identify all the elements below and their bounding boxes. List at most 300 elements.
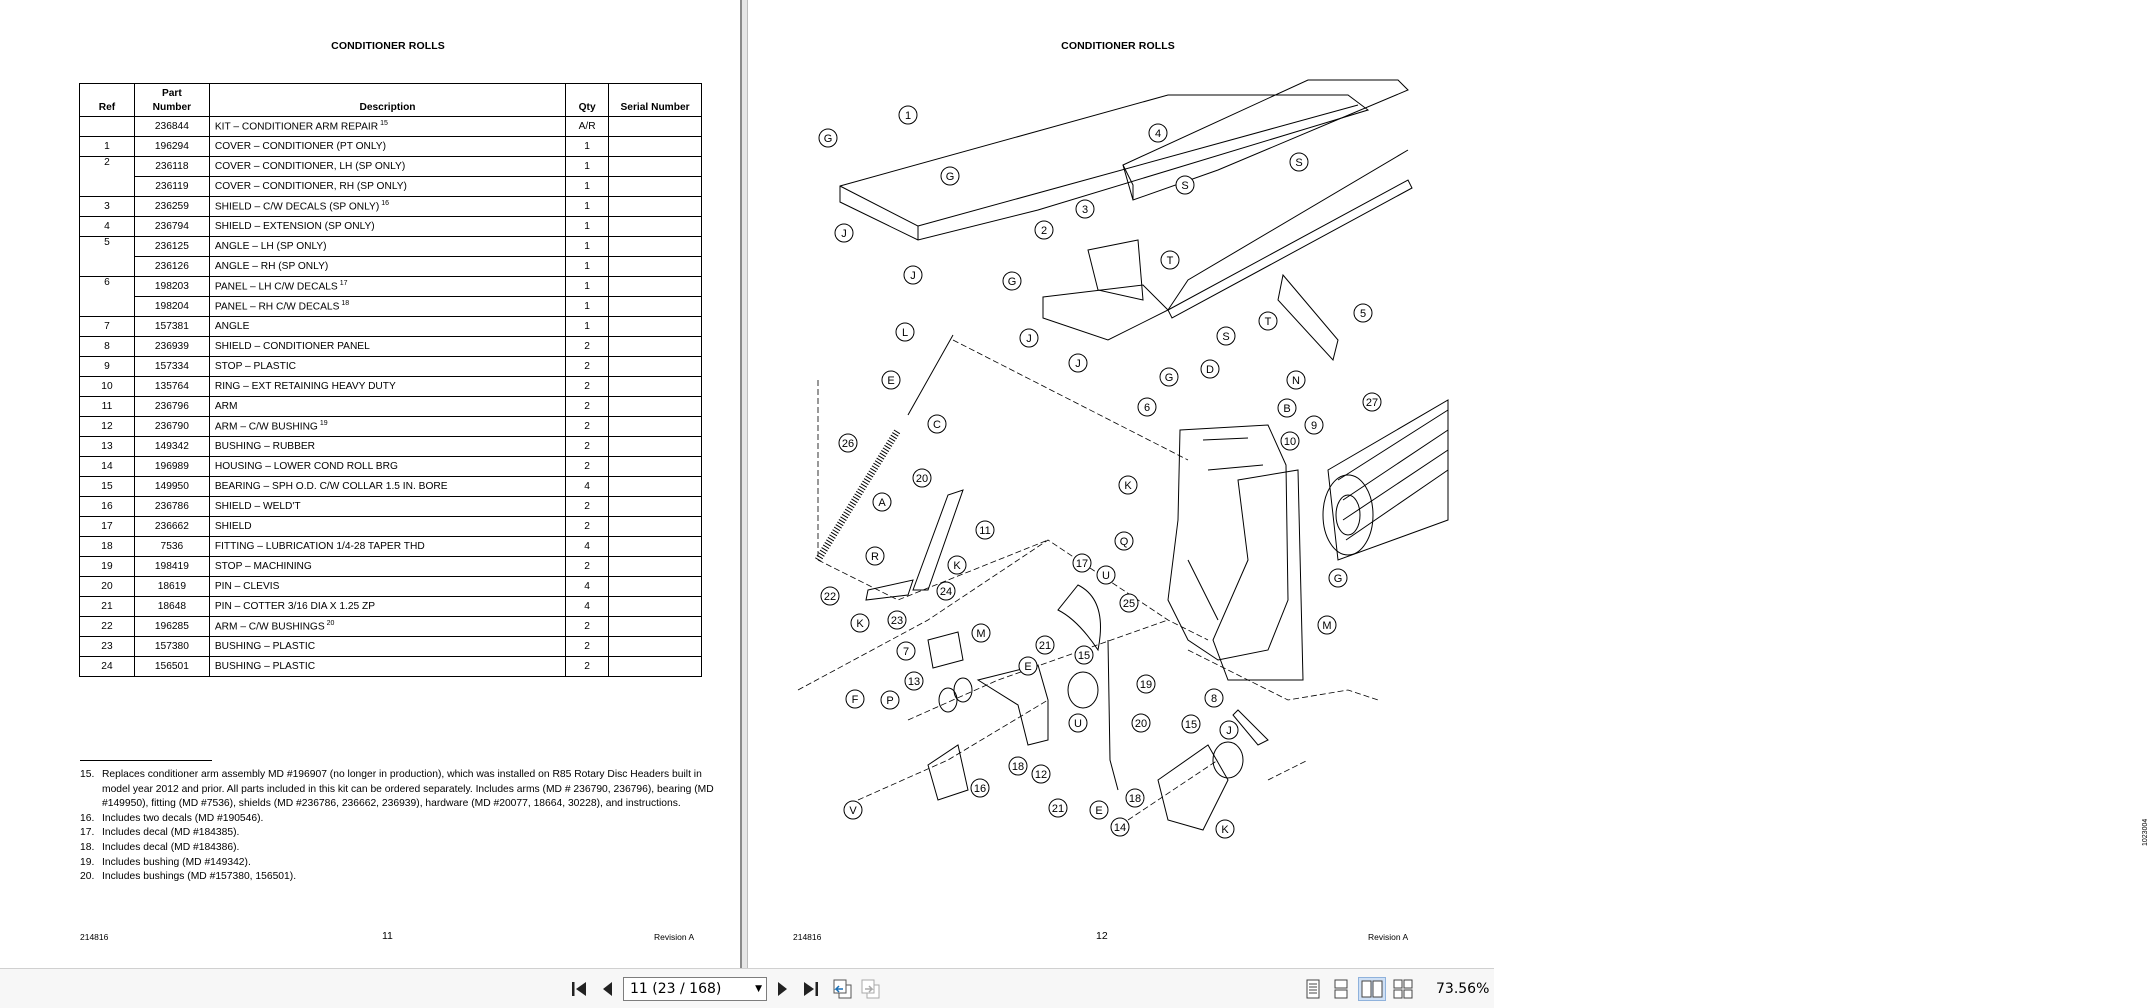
next-view-icon: [859, 979, 881, 999]
callout-label: 20: [915, 473, 929, 485]
cell-qty: 1: [566, 297, 609, 317]
callout-label: S: [1222, 331, 1230, 343]
cell-description: HOUSING – LOWER COND ROLL BRG: [209, 457, 565, 477]
callout-label: E: [1095, 805, 1103, 817]
cell-qty: 2: [566, 617, 609, 637]
cell-qty: 1: [566, 277, 609, 297]
cell-description: ANGLE – LH (SP ONLY): [209, 237, 565, 257]
first-page-button[interactable]: [568, 977, 590, 1001]
continuous-view-button[interactable]: [1330, 977, 1352, 1001]
table-row: [80, 417, 702, 437]
cell-ref: 8: [80, 337, 135, 357]
footnote-reference: 17: [339, 280, 348, 288]
page-title: CONDITIONER ROLLS: [331, 40, 445, 52]
cell-serial-number: [609, 317, 702, 337]
callout-label: U: [1102, 570, 1110, 582]
cell-serial-number: [609, 377, 702, 397]
table-row: [80, 177, 702, 197]
cell-qty: 2: [566, 357, 609, 377]
cell-ref: 6: [80, 277, 135, 297]
table-row: [80, 317, 702, 337]
table-header-row: [80, 84, 702, 117]
table-row: [80, 297, 702, 317]
page-title: CONDITIONER ROLLS: [1061, 40, 1175, 52]
cell-serial-number: [609, 157, 702, 177]
callout-label: B: [1283, 403, 1291, 415]
first-page-icon: [570, 981, 588, 997]
cell-ref: 12: [80, 417, 135, 437]
cell-ref: 22: [80, 617, 135, 637]
cell-ref: 17: [80, 517, 135, 537]
table-row: [80, 517, 702, 537]
right-page: [748, 0, 2149, 968]
callout-label: K: [953, 560, 961, 572]
cell-qty: 2: [566, 417, 609, 437]
footnote-number: 17.: [80, 827, 95, 839]
footer-doc-number: 214816: [793, 932, 822, 942]
cell-part-number: 196989: [134, 457, 209, 477]
callout-label: 22: [823, 591, 837, 603]
cell-serial-number: [609, 497, 702, 517]
footnote-number: 16.: [80, 812, 95, 824]
cell-ref: 16: [80, 497, 135, 517]
table-row: [80, 337, 702, 357]
cell-part-number: 236119: [134, 177, 209, 197]
cell-part-number: 236662: [134, 517, 209, 537]
cell-ref: 5: [80, 237, 135, 257]
cell-serial-number: [609, 657, 702, 677]
footnote: [80, 768, 720, 812]
dropdown-arrow-icon[interactable]: ▼: [755, 984, 762, 994]
table-row: [80, 237, 702, 257]
cell-part-number: 236939: [134, 337, 209, 357]
cell-part-number: 198419: [134, 557, 209, 577]
cell-qty: 2: [566, 457, 609, 477]
cell-description: ARM – C/W BUSHING $^{19}$: [209, 417, 565, 437]
cell-ref: 10: [80, 377, 135, 397]
table-row: [80, 657, 702, 677]
cell-description: ARM – C/W BUSHINGS $^{20}$: [209, 617, 565, 637]
callout-label: 11: [979, 525, 991, 537]
cell-serial-number: [609, 397, 702, 417]
cell-qty: 1: [566, 317, 609, 337]
cell-serial-number: [609, 577, 702, 597]
left-page: [0, 0, 740, 968]
cell-ref: 9: [80, 357, 135, 377]
callout-label: 17: [1075, 558, 1089, 570]
previous-view-icon: [831, 979, 853, 999]
prev-page-icon: [601, 981, 613, 997]
two-page-continuous-button[interactable]: [1392, 977, 1414, 1001]
callout-label: G: [1333, 573, 1343, 585]
callout-label: 25: [1122, 598, 1136, 610]
cell-qty: 1: [566, 137, 609, 157]
callout-label: 26: [841, 438, 855, 450]
header-ref: Ref: [80, 84, 135, 117]
callout-label: N: [1292, 375, 1300, 387]
prev-page-button[interactable]: [598, 977, 616, 1001]
callout-label: S: [1181, 180, 1189, 192]
cell-part-number: 236786: [134, 497, 209, 517]
footnote-number: 15.: [80, 769, 95, 780]
callout-label: M: [976, 628, 986, 640]
cell-qty: 1: [566, 177, 609, 197]
callout-label: 20: [1134, 718, 1148, 730]
table-row: [80, 397, 702, 417]
forward-view-button[interactable]: [858, 977, 882, 1001]
cell-qty: 4: [566, 597, 609, 617]
cell-part-number: 157380: [134, 637, 209, 657]
header-serial-number: Serial Number: [609, 84, 702, 117]
cell-part-number: 236794: [134, 217, 209, 237]
cell-ref: [80, 117, 135, 137]
cell-ref: 13: [80, 437, 135, 457]
footnote-text: Includes bushing (MD #149342).: [102, 856, 251, 868]
callout-label: 21: [1051, 803, 1065, 815]
footer-revision: Revision A: [654, 932, 695, 942]
callout-label: J: [1226, 725, 1232, 737]
cell-description: STOP – MACHINING: [209, 557, 565, 577]
table-row: [80, 497, 702, 517]
callout-label: 7: [902, 646, 910, 658]
cell-part-number: 236126: [134, 257, 209, 277]
cell-serial-number: [609, 117, 702, 137]
cell-part-number: 236790: [134, 417, 209, 437]
cell-description: SHIELD: [209, 517, 565, 537]
cell-description: COVER – CONDITIONER, LH (SP ONLY): [209, 157, 565, 177]
viewer-toolbar: [0, 968, 1494, 1008]
cell-description: COVER – CONDITIONER (PT ONLY): [209, 137, 565, 157]
callout-label: 19: [1139, 679, 1153, 691]
cell-description: PANEL – LH C/W DECALS $^{17}$: [209, 277, 565, 297]
callout-label: J: [1026, 333, 1032, 345]
callout-label: 9: [1310, 420, 1318, 432]
callout-label: J: [841, 228, 847, 240]
cell-ref: 14: [80, 457, 135, 477]
cell-description: BUSHING – PLASTIC: [209, 637, 565, 657]
footer-doc-number: 214816: [80, 932, 109, 942]
cell-ref: [80, 257, 135, 277]
cell-description: KIT – CONDITIONER ARM REPAIR $^{15}$: [209, 117, 565, 137]
single-page-view-button[interactable]: [1302, 977, 1324, 1001]
cell-ref: [80, 177, 135, 197]
footnote-reference: 19: [319, 420, 328, 428]
callout-label: M: [1322, 620, 1332, 632]
cell-qty: 2: [566, 497, 609, 517]
header-qty: Qty: [566, 84, 609, 117]
cell-serial-number: [609, 517, 702, 537]
cell-qty: 2: [566, 557, 609, 577]
callout-label: 13: [907, 676, 921, 688]
cell-ref: 21: [80, 597, 135, 617]
cell-qty: 4: [566, 537, 609, 557]
cell-description: FITTING – LUBRICATION 1/4-28 TAPER THD: [209, 537, 565, 557]
callout-label: G: [945, 171, 955, 183]
table-row: [80, 477, 702, 497]
table-row: [80, 637, 702, 657]
cell-part-number: 157334: [134, 357, 209, 377]
callout-label: K: [1221, 824, 1229, 836]
callout-label: D: [1206, 364, 1214, 376]
cell-description: RING – EXT RETAINING HEAVY DUTY: [209, 377, 565, 397]
callout-label: C: [933, 419, 941, 431]
cell-qty: 2: [566, 377, 609, 397]
back-view-button[interactable]: [830, 977, 854, 1001]
callout-label: G: [1007, 276, 1017, 288]
table-row: [80, 597, 702, 617]
cell-ref: 23: [80, 637, 135, 657]
callout-label: 21: [1038, 640, 1052, 652]
cell-part-number: 236844: [134, 117, 209, 137]
cell-ref: 4: [80, 217, 135, 237]
table-row: [80, 197, 702, 217]
cell-ref: 3: [80, 197, 135, 217]
parts-table: [79, 83, 702, 677]
cell-qty: 2: [566, 637, 609, 657]
cell-ref: 15: [80, 477, 135, 497]
cell-ref: 24: [80, 657, 135, 677]
cell-part-number: 198204: [134, 297, 209, 317]
callout-label: 10: [1283, 436, 1297, 448]
cell-part-number: 18648: [134, 597, 209, 617]
footnote: [80, 856, 720, 871]
callout-label: P: [886, 695, 894, 707]
cell-part-number: 236125: [134, 237, 209, 257]
callout-label: K: [1124, 480, 1132, 492]
cell-part-number: 18619: [134, 577, 209, 597]
callout-label: 5: [1359, 308, 1367, 320]
footer-page-number: 12: [1096, 930, 1108, 942]
cell-description: SHIELD – EXTENSION (SP ONLY): [209, 217, 565, 237]
single-page-icon: [1305, 979, 1321, 999]
callout-label: 6: [1143, 402, 1151, 414]
continuous-page-icon: [1333, 979, 1349, 999]
cell-qty: 1: [566, 217, 609, 237]
cell-description: PIN – CLEVIS: [209, 577, 565, 597]
exploded-parts-diagram: [748, 0, 1494, 900]
footnote: [80, 812, 720, 827]
callout-label: 16: [973, 783, 987, 795]
cell-serial-number: [609, 197, 702, 217]
callout-label: T: [1166, 255, 1174, 267]
footnotes: [80, 768, 720, 885]
page-number-input[interactable]: 11 (23 / 168) ▼: [623, 977, 767, 1001]
callout-label: E: [887, 375, 895, 387]
cell-part-number: 198203: [134, 277, 209, 297]
callout-label: 4: [1154, 128, 1162, 140]
cell-ref: [80, 297, 135, 317]
callout-label: 27: [1365, 397, 1379, 409]
cell-description: SHIELD – CONDITIONER PANEL: [209, 337, 565, 357]
two-page-icon: [1360, 979, 1384, 999]
cell-description: PIN – COTTER 3/16 DIA X 1.25 ZP: [209, 597, 565, 617]
cell-qty: 4: [566, 477, 609, 497]
footnote-text: Includes decal (MD #184386).: [102, 841, 240, 853]
figure-code: 1023004: [2142, 818, 2149, 846]
cell-description: SHIELD – C/W DECALS (SP ONLY) $^{16}$: [209, 197, 565, 217]
cell-ref: 18: [80, 537, 135, 557]
cell-serial-number: [609, 457, 702, 477]
cell-serial-number: [609, 477, 702, 497]
callout-label: V: [849, 805, 857, 817]
cell-ref: 19: [80, 557, 135, 577]
callout-label: G: [823, 133, 833, 145]
footnote: [80, 826, 720, 841]
footnote-reference: 16: [381, 200, 390, 208]
cell-serial-number: [609, 357, 702, 377]
cell-part-number: 196285: [134, 617, 209, 637]
footnote-reference: 20: [326, 620, 335, 628]
footer-page-number: 11: [382, 930, 393, 942]
cell-qty: 2: [566, 517, 609, 537]
zoom-level[interactable]: 73.56%: [1436, 981, 1490, 997]
table-row: [80, 157, 702, 177]
table-row: [80, 257, 702, 277]
cell-serial-number: [609, 137, 702, 157]
callout-label: 24: [939, 586, 953, 598]
cell-qty: A/R: [566, 117, 609, 137]
table-row: [80, 357, 702, 377]
footnote-text: Includes two decals (MD #190546).: [102, 812, 264, 824]
cell-serial-number: [609, 337, 702, 357]
cell-ref: 20: [80, 577, 135, 597]
footnote-number: 19.: [80, 856, 95, 868]
callout-label: 1: [904, 110, 912, 122]
cell-part-number: 149950: [134, 477, 209, 497]
cell-serial-number: [609, 617, 702, 637]
table-row: [80, 557, 702, 577]
callout-label: J: [1075, 358, 1081, 370]
cell-description: PANEL – RH C/W DECALS $^{18}$: [209, 297, 565, 317]
cell-part-number: 236118: [134, 157, 209, 177]
callout-label: 15: [1184, 719, 1198, 731]
cell-serial-number: [609, 177, 702, 197]
cell-qty: 2: [566, 437, 609, 457]
cell-qty: 2: [566, 397, 609, 417]
cell-part-number: 156501: [134, 657, 209, 677]
cell-serial-number: [609, 637, 702, 657]
callout-label: R: [871, 551, 879, 563]
callout-label: 8: [1210, 693, 1218, 705]
footnote: [80, 841, 720, 856]
cell-ref: 11: [80, 397, 135, 417]
cell-part-number: 149342: [134, 437, 209, 457]
cell-serial-number: [609, 297, 702, 317]
callout-label: L: [901, 327, 909, 339]
two-page-continuous-icon: [1393, 979, 1413, 999]
cell-serial-number: [609, 597, 702, 617]
cell-description: BUSHING – PLASTIC: [209, 657, 565, 677]
callout-label: 18: [1011, 761, 1025, 773]
header-description: Description: [209, 84, 565, 117]
cell-part-number: 236259: [134, 197, 209, 217]
callout-label: E: [1024, 661, 1032, 673]
callout-label: Q: [1119, 536, 1129, 548]
callout-label: 18: [1128, 793, 1142, 805]
last-page-icon: [802, 981, 820, 997]
callout-label: 12: [1034, 769, 1048, 781]
callout-label: U: [1074, 718, 1082, 730]
cell-description: STOP – PLASTIC: [209, 357, 565, 377]
last-page-button[interactable]: [800, 977, 822, 1001]
cell-serial-number: [609, 217, 702, 237]
table-row: [80, 137, 702, 157]
callout-label: 15: [1077, 650, 1091, 662]
footnote-reference: 15: [380, 120, 388, 128]
footnote-text: Replaces conditioner arm assembly MD #196907 (no longer in production), which was installed on R85 Rotary Disc Headers built in model year 2012 and prior. All parts included in this kit can be ordered separately. Includes arms (MD # 236790, 236796), bearing (MD #149950), fitting (MD #7536), shields (MD #236786, 236662, 236939), hardware (MD #20077, 18664, 30228), and instructions.: [102, 769, 714, 810]
callout-label: G: [1164, 372, 1174, 384]
table-row: [80, 377, 702, 397]
two-page-view-button[interactable]: [1358, 977, 1386, 1001]
callout-label: 23: [890, 615, 904, 627]
footnote-number: 20.: [80, 871, 95, 883]
callout-label: K: [856, 618, 864, 630]
cell-description: COVER – CONDITIONER, RH (SP ONLY): [209, 177, 565, 197]
page-divider: [740, 0, 748, 968]
table-row: [80, 457, 702, 477]
table-row: [80, 117, 702, 137]
footnote-text: Includes decal (MD #184385).: [102, 827, 240, 839]
callout-label: J: [910, 270, 916, 282]
cell-serial-number: [609, 237, 702, 257]
callout-label: F: [851, 694, 859, 706]
cell-serial-number: [609, 257, 702, 277]
next-page-button[interactable]: [774, 977, 792, 1001]
table-row: [80, 437, 702, 457]
cell-serial-number: [609, 557, 702, 577]
cell-qty: 1: [566, 257, 609, 277]
cell-description: ARM: [209, 397, 565, 417]
table-row: [80, 537, 702, 557]
cell-description: ANGLE – RH (SP ONLY): [209, 257, 565, 277]
cell-part-number: 157381: [134, 317, 209, 337]
table-row: [80, 217, 702, 237]
footnote: [80, 870, 720, 885]
callout-label: T: [1264, 316, 1272, 328]
cell-description: ANGLE: [209, 317, 565, 337]
next-page-icon: [777, 981, 789, 997]
cell-qty: 2: [566, 337, 609, 357]
cell-serial-number: [609, 537, 702, 557]
cell-ref: 7: [80, 317, 135, 337]
callout-label: A: [878, 497, 886, 509]
cell-qty: 1: [566, 197, 609, 217]
header-part-number: Part Number: [134, 84, 209, 117]
callout-label: 14: [1113, 822, 1127, 834]
footnote-text: Includes bushings (MD #157380, 156501).: [102, 871, 297, 883]
callout-label: 3: [1081, 204, 1089, 216]
table-row: [80, 277, 702, 297]
cell-part-number: 135764: [134, 377, 209, 397]
cell-part-number: 236796: [134, 397, 209, 417]
cell-serial-number: [609, 277, 702, 297]
cell-description: SHIELD – WELD'T: [209, 497, 565, 517]
cell-part-number: 196294: [134, 137, 209, 157]
cell-description: BUSHING – RUBBER: [209, 437, 565, 457]
callout-label: 2: [1040, 225, 1048, 237]
cell-description: BEARING – SPH O.D. C/W COLLAR 1.5 IN. BORE: [209, 477, 565, 497]
footnote-rule: [80, 760, 212, 761]
footnote-reference: 18: [341, 300, 350, 308]
table-row: [80, 617, 702, 637]
cell-ref: 1: [80, 137, 135, 157]
footer-revision: Revision A: [1368, 932, 1409, 942]
cell-qty: 1: [566, 157, 609, 177]
table-row: [80, 577, 702, 597]
cell-part-number: 7536: [134, 537, 209, 557]
cell-ref: 2: [80, 157, 135, 177]
cell-qty: 4: [566, 577, 609, 597]
